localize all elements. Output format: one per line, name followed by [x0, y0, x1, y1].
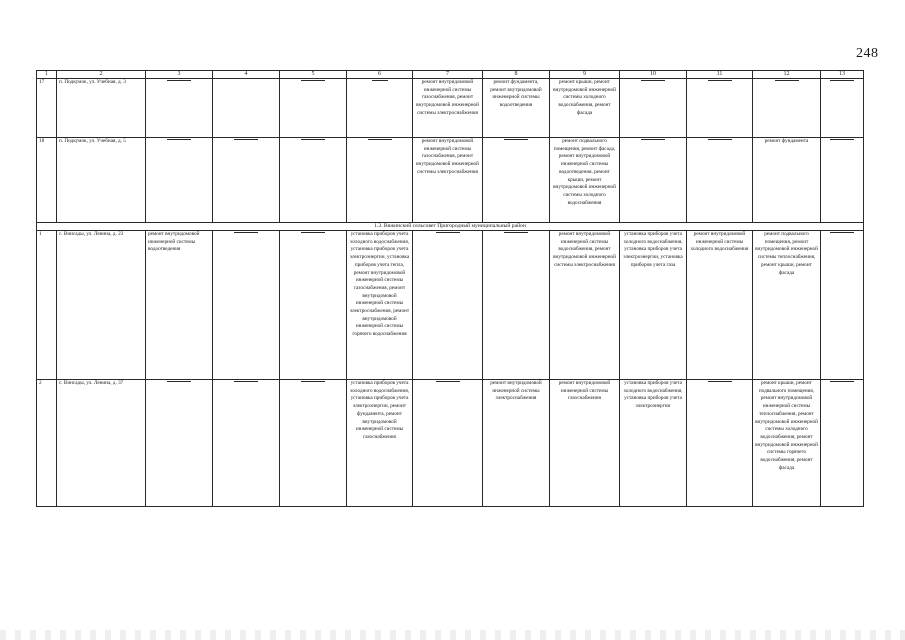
column-header: 5 [280, 71, 347, 79]
row-number: 18 [37, 138, 57, 223]
dash-mark [830, 381, 854, 382]
dash-mark [830, 139, 854, 140]
empty-cell-dash [213, 138, 280, 223]
column-number-row [37, 71, 864, 79]
empty-cell-dash [620, 138, 687, 223]
empty-cell-dash [687, 138, 753, 223]
empty-cell-dash [146, 380, 213, 507]
table-row [37, 380, 864, 507]
dash-mark [830, 232, 854, 233]
repair-works-cell: ремонт фундамента, ремонт внутридомовой инженерной системы водоотведения [483, 79, 550, 138]
dash-mark [641, 80, 665, 81]
repair-works-cell: ремонт внутридомовой инженерной системы холодного водоснабжения [687, 231, 753, 380]
table-row [37, 231, 864, 380]
column-header: 11 [687, 71, 753, 79]
empty-cell-dash [687, 380, 753, 507]
dash-mark [830, 80, 854, 81]
empty-cell-dash [821, 79, 864, 138]
dash-mark [167, 381, 191, 382]
empty-cell-dash [146, 138, 213, 223]
column-header: 2 [57, 71, 146, 79]
repair-works-cell: ремонт крыши, ремонт подвального помещения, ремонт внутридомовой инженерной системы теплоснабжения, ремонт внутридомовой инженерной системы холодного водоснабжения, ремонт внутридомовой инженерной системы горячего водоснабжения, ремонт фасада [753, 380, 821, 507]
dash-mark [708, 381, 732, 382]
table-row [37, 79, 864, 138]
column-header: 4 [213, 71, 280, 79]
dash-mark [234, 381, 258, 382]
repair-works-cell: установка приборов учета холодного водоснабжения, установка приборов учета электроэнергии, ремонт фундамента, ремонт внутридомовой инженерной системы газоснабжения [347, 380, 413, 507]
repair-works-cell: ремонт внутридомовой инженерной системы электроснабжения [483, 380, 550, 507]
repair-works-cell: установка приборов учета холодного водоснабжения, установка приборов учета электроэнергии, установка приборов учета газа [620, 231, 687, 380]
building-address: п. Подкумок, ул. Учебная, д. 5 [57, 138, 146, 223]
section-row [37, 223, 864, 231]
empty-cell-dash [213, 380, 280, 507]
empty-cell-dash [146, 79, 213, 138]
dash-mark [301, 80, 325, 81]
dash-mark [436, 381, 460, 382]
repair-works-cell: установка приборов учета холодного водоснабжения, установка приборов учета электроэнергии, установка приборов учета тепла, ремонт внутридомовой инженерной системы газоснабжения, ремонт внутридомовой инженерной системы электроснабжения, ремонт внутридомовой инженерной системы горячего водоснабжения [347, 231, 413, 380]
column-header: 7 [413, 71, 483, 79]
dash-mark [234, 232, 258, 233]
empty-cell-dash [347, 79, 413, 138]
page-number: 248 [856, 46, 879, 61]
section-title: 1.3. Вяжинский сельсовет Пригородный муниципальный район [37, 223, 864, 231]
empty-cell-dash [821, 231, 864, 380]
repair-works-cell: ремонт внутридомовой инженерной системы газоснабжения, ремонт внутридомовой инженерной системы электроснабжения [413, 79, 483, 138]
column-header: 3 [146, 71, 213, 79]
empty-cell-dash [753, 79, 821, 138]
dash-mark [301, 139, 325, 140]
repair-schedule-table [36, 70, 864, 507]
empty-cell-dash [347, 138, 413, 223]
empty-cell-dash [280, 79, 347, 138]
column-header: 1 [37, 71, 57, 79]
empty-cell-dash [413, 231, 483, 380]
empty-cell [213, 79, 280, 138]
repair-works-cell: ремонт внутридомовой инженерной системы водоотведения [146, 231, 213, 380]
scan-artifact-strip [0, 630, 905, 640]
table-row [37, 138, 864, 223]
dash-mark [504, 232, 528, 233]
building-address: п. Подкумок, ул. Учебная, д. 3 [57, 79, 146, 138]
empty-cell-dash [213, 231, 280, 380]
empty-cell-dash [413, 380, 483, 507]
dash-mark [372, 80, 388, 81]
dash-mark [436, 232, 460, 233]
row-number: 1 [37, 231, 57, 380]
empty-cell-dash [687, 79, 753, 138]
dash-mark [504, 139, 528, 140]
repair-works-cell: ремонт фундамента [753, 138, 821, 223]
dash-mark [301, 232, 325, 233]
building-address: с. Винсады, ул. Ленина, д. 37 [57, 380, 146, 507]
empty-cell-dash [280, 380, 347, 507]
dash-mark [167, 80, 191, 81]
empty-cell-dash [821, 138, 864, 223]
column-header: 13 [821, 71, 864, 79]
repair-works-cell: ремонт внутридомовой инженерной системы водоснабжения, ремонт внутридомовой инженерной системы электроснабжения [550, 231, 620, 380]
empty-cell-dash [280, 231, 347, 380]
repair-works-cell: ремонт подвального помещения, ремонт фасада, ремонт внутридомовой инженерной системы водоотведения, ремонт крыши, ремонт внутридомовой инженерной системы холодного водоснабжения [550, 138, 620, 223]
repair-works-cell: установка приборов учета холодного водоснабжения, установка приборов учета электроэнергии [620, 380, 687, 507]
row-number: 17 [37, 79, 57, 138]
empty-cell-dash [483, 231, 550, 380]
empty-cell-dash [280, 138, 347, 223]
empty-cell-dash [620, 79, 687, 138]
column-header: 6 [347, 71, 413, 79]
row-number: 2 [37, 380, 57, 507]
dash-mark [641, 139, 665, 140]
dash-mark [708, 139, 732, 140]
dash-mark [775, 80, 799, 81]
column-header: 10 [620, 71, 687, 79]
dash-mark [301, 381, 325, 382]
column-header: 9 [550, 71, 620, 79]
dash-mark [368, 139, 392, 140]
empty-cell-dash [821, 380, 864, 507]
repair-works-cell: ремонт подвального помещения, ремонт внутридомовой инженерной системы теплоснабжения, ремонт крыши, ремонт фасада [753, 231, 821, 380]
dash-mark [234, 139, 258, 140]
dash-mark [167, 139, 191, 140]
building-address: с. Винсады, ул. Ленина, д. 23 [57, 231, 146, 380]
repair-works-cell: ремонт крыши, ремонт внутридомовой инженерной системы холодного водоснабжения, ремонт фасада [550, 79, 620, 138]
repair-works-cell: ремонт внутридомовой инженерной системы газоснабжения, ремонт внутридомовой инженерной системы электроснабжения [413, 138, 483, 223]
empty-cell-dash [483, 138, 550, 223]
dash-mark [708, 80, 732, 81]
column-header: 12 [753, 71, 821, 79]
column-header: 8 [483, 71, 550, 79]
repair-works-cell: ремонт внутридомовой инженерной системы газоснабжения [550, 380, 620, 507]
